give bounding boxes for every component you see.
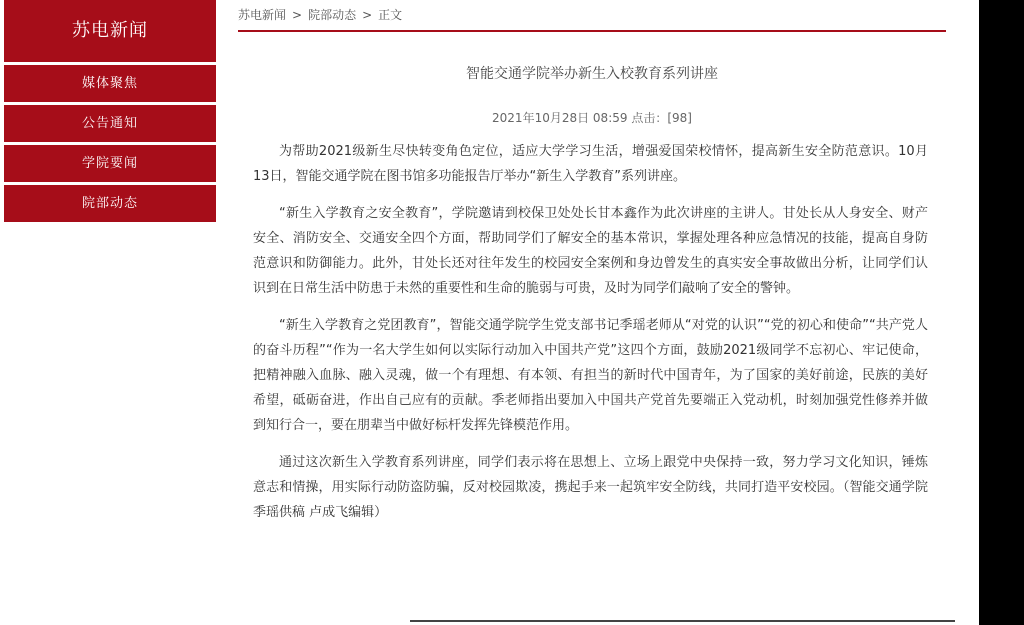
sidebar-item-media-focus[interactable]: 媒体聚焦 bbox=[4, 65, 216, 102]
breadcrumb-separator: > bbox=[362, 8, 373, 22]
breadcrumb-separator: > bbox=[292, 8, 303, 22]
breadcrumb-link-home[interactable]: 苏电新闻 bbox=[238, 8, 287, 22]
breadcrumb-current: 正文 bbox=[378, 8, 403, 22]
window-edge bbox=[979, 0, 1024, 625]
breadcrumb bbox=[238, 0, 946, 32]
sidebar-item-announcements[interactable]: 公告通知 bbox=[4, 105, 216, 142]
article-meta: 2021年10月28日 08:59 点击：[98] bbox=[492, 111, 692, 125]
sidebar bbox=[4, 0, 216, 222]
article-paragraph: “新生入学教育之党团教育”，智能交通学院学生党支部书记季瑶老师从“对党的认识”“党的初心和使命”“共产党人的奋斗历程”“作为一名大学生如何以实际行动加入中国共产党”这四个方面，鼓励2021级同学不忘初心、牢记使命，把精神融入血脉、融入灵魂，做一个有理想、有本领、有担当的新时代中国青年，为了国家的美好前途，民族的美好希望，砥砺奋进，作出自己应有的贡献。季老师指出要加入中国共产党首先要端正入党动机，时刻加强党性修养并做到知行合一，要在朋辈当中做好标杆发挥先锋模范作用。 bbox=[253, 318, 928, 433]
main-content bbox=[238, 0, 946, 537]
article-paragraph: 为帮助2021级新生尽快转变角色定位，适应大学学习生活，增强爱国荣校情怀，提高新生安全防范意识。10月13日，智能交通学院在图书馆多功能报告厅举办“新生入学教育”系列讲座。 bbox=[253, 144, 928, 184]
article-paragraph: “新生入学教育之安全教育”，学院邀请到校保卫处处长甘本鑫作为此次讲座的主讲人。甘处长从人身安全、财产安全、消防安全、交通安全四个方面，帮助同学们了解安全的基本常识，掌握处理各种应急情况的技能，提高自身防范意识和防御能力。此外，甘处长还对往年发生的校园安全案例和身边曾发生的真实安全事故做出分析，让同学们认识到在日常生活中防患于未然的重要性和生命的脆弱与可贵，及时为同学们敲响了安全的警钟。 bbox=[253, 206, 928, 296]
breadcrumb-link-department-news[interactable]: 院部动态 bbox=[308, 8, 357, 22]
sidebar-item-college-news[interactable]: 学院要闻 bbox=[4, 145, 216, 182]
article-title: 智能交通学院举办新生入校教育系列讲座 bbox=[466, 66, 718, 82]
article-body bbox=[238, 139, 946, 525]
article-paragraph: 通过这次新生入学教育系列讲座，同学们表示将在思想上、立场上跟党中央保持一致，努力学习文化知识，锤炼意志和情操，用实际行动防盗防骗，反对校园欺凌，携起手来一起筑牢安全防线，共同打造平安校园。（智能交通学院季瑶供稿 卢成飞编辑） bbox=[253, 455, 928, 520]
sidebar-title: 苏电新闻 bbox=[4, 0, 216, 62]
sidebar-item-department-news[interactable]: 院部动态 bbox=[4, 185, 216, 222]
horizontal-scrollbar[interactable] bbox=[410, 620, 955, 622]
